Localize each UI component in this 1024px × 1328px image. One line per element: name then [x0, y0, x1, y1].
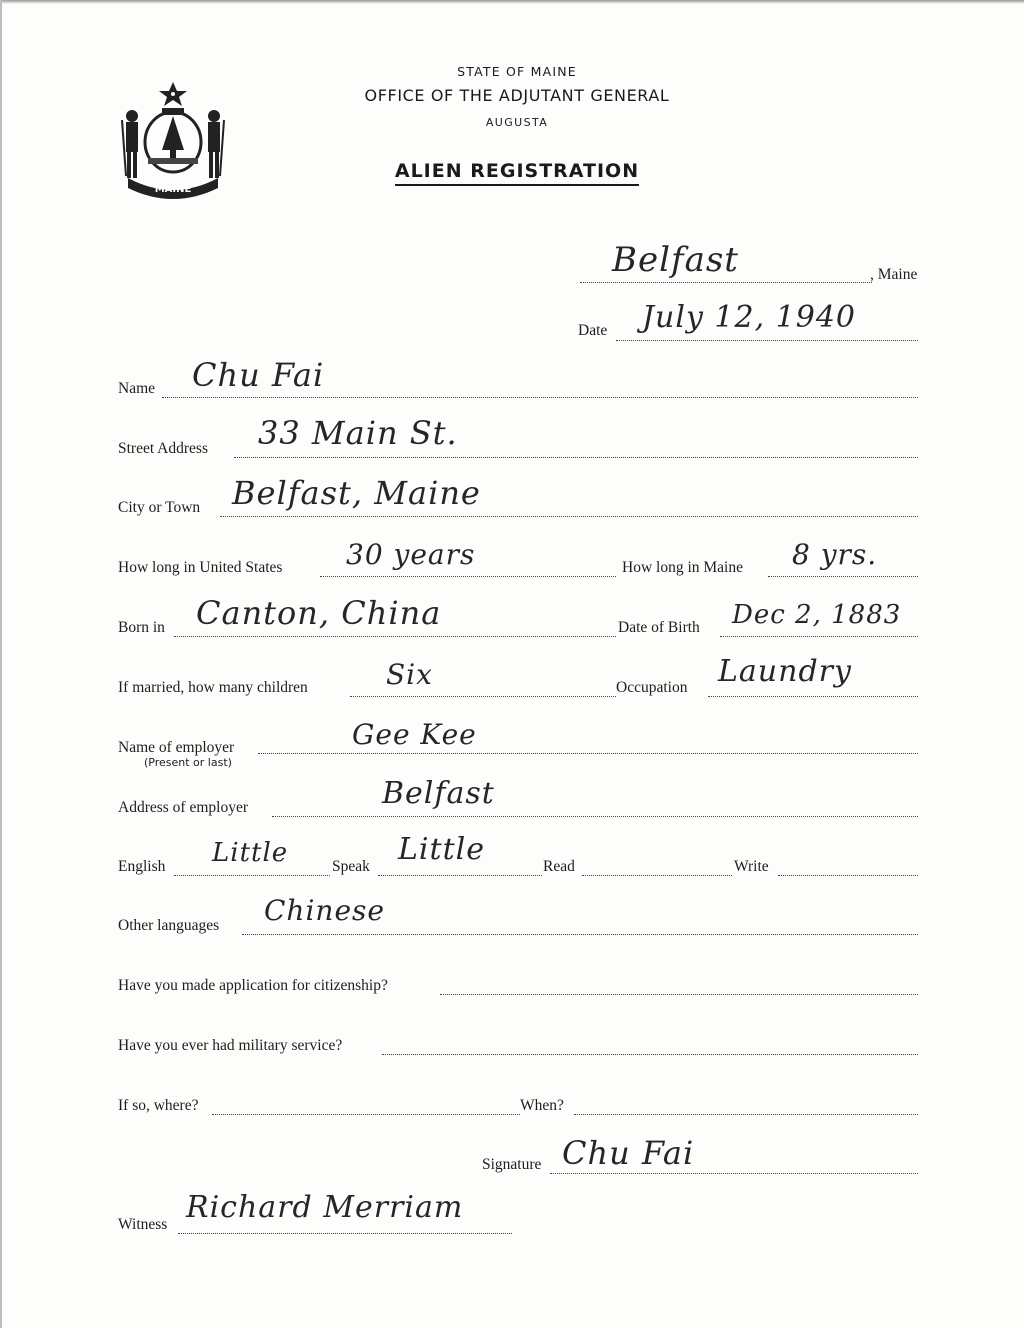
employer-address-label: Address of employer — [118, 799, 248, 816]
born-in-line — [174, 636, 616, 637]
scan-edge — [2, 0, 1024, 4]
how-long-maine-label: How long in Maine — [622, 559, 743, 576]
occupation-line — [708, 696, 918, 697]
form-title-text: ALIEN REGISTRATION — [395, 160, 639, 186]
maine-state-seal — [118, 80, 228, 202]
employer-line — [258, 753, 918, 754]
when-label: When? — [520, 1097, 564, 1114]
when-line — [574, 1114, 918, 1115]
date-line — [616, 340, 918, 341]
signature-label: Signature — [482, 1156, 542, 1173]
city-label: City or Town — [118, 499, 201, 516]
how-long-us-value: 30 years — [346, 538, 476, 571]
street-address-label: Street Address — [118, 440, 208, 457]
how-long-us-label: How long in United States — [118, 559, 283, 576]
office-heading: OFFICE OF THE ADJUTANT GENERAL — [364, 86, 670, 105]
children-line — [350, 696, 616, 697]
born-in-label: Born in — [118, 619, 165, 636]
city-value: Belfast, Maine — [232, 474, 481, 512]
employer-note: (Present or last) — [144, 756, 232, 769]
maine-label: , Maine — [870, 266, 918, 283]
date-of-birth-line — [720, 636, 918, 637]
signature-line — [550, 1173, 918, 1174]
read-line — [582, 875, 732, 876]
write-line — [778, 875, 918, 876]
occupation-label: Occupation — [616, 679, 688, 696]
place-value: Belfast — [612, 240, 739, 280]
date-of-birth-value: Dec 2, 1883 — [732, 600, 902, 630]
children-label: If married, how many children — [118, 679, 308, 696]
name-value: Chu Fai — [192, 356, 325, 394]
date-value: July 12, 1940 — [642, 300, 857, 335]
date-label: Date — [578, 322, 608, 339]
city-line — [220, 516, 918, 517]
citizenship-line — [440, 994, 918, 995]
name-label: Name — [118, 380, 156, 397]
military-label: Have you ever had military service? — [118, 1037, 343, 1054]
english-label: English — [118, 858, 166, 875]
speak-value: Little — [398, 832, 485, 867]
how-long-maine-value: 8 yrs. — [792, 538, 878, 571]
citizenship-label: Have you made application for citizenship? — [118, 977, 388, 994]
employer-value: Gee Kee — [352, 718, 477, 751]
write-label: Write — [734, 858, 769, 875]
form-title — [302, 160, 732, 182]
employer-address-line — [272, 816, 918, 817]
place-line — [580, 282, 872, 283]
witness-label: Witness — [118, 1216, 168, 1233]
street-address-line — [234, 457, 918, 458]
employer-address-value: Belfast — [382, 776, 495, 811]
english-line — [174, 875, 330, 876]
occupation-value: Laundry — [718, 654, 852, 689]
signature-value: Chu Fai — [562, 1134, 695, 1172]
if-so-where-line — [212, 1114, 520, 1115]
other-languages-line — [242, 934, 918, 935]
other-languages-value: Chinese — [264, 894, 385, 927]
how-long-maine-line — [768, 576, 918, 577]
if-so-where-label: If so, where? — [118, 1097, 199, 1114]
speak-label: Speak — [332, 858, 370, 875]
military-line — [382, 1054, 918, 1055]
witness-line — [178, 1233, 512, 1234]
read-label: Read — [543, 858, 575, 875]
speak-line — [378, 875, 542, 876]
street-address-value: 33 Main St. — [258, 414, 458, 452]
city-heading: AUGUSTA — [485, 116, 549, 129]
children-value: Six — [386, 658, 433, 691]
how-long-us-line — [320, 576, 616, 577]
other-languages-label: Other languages — [118, 917, 220, 934]
witness-value: Richard Merriam — [186, 1190, 464, 1225]
state-heading: STATE OF MAINE — [457, 64, 577, 79]
employer-label: Name of employer — [118, 739, 235, 756]
name-line — [162, 397, 918, 398]
english-value: Little — [212, 838, 289, 868]
seal-label: MAINE — [154, 184, 192, 195]
date-of-birth-label: Date of Birth — [618, 619, 700, 636]
born-in-value: Canton, China — [196, 594, 442, 632]
